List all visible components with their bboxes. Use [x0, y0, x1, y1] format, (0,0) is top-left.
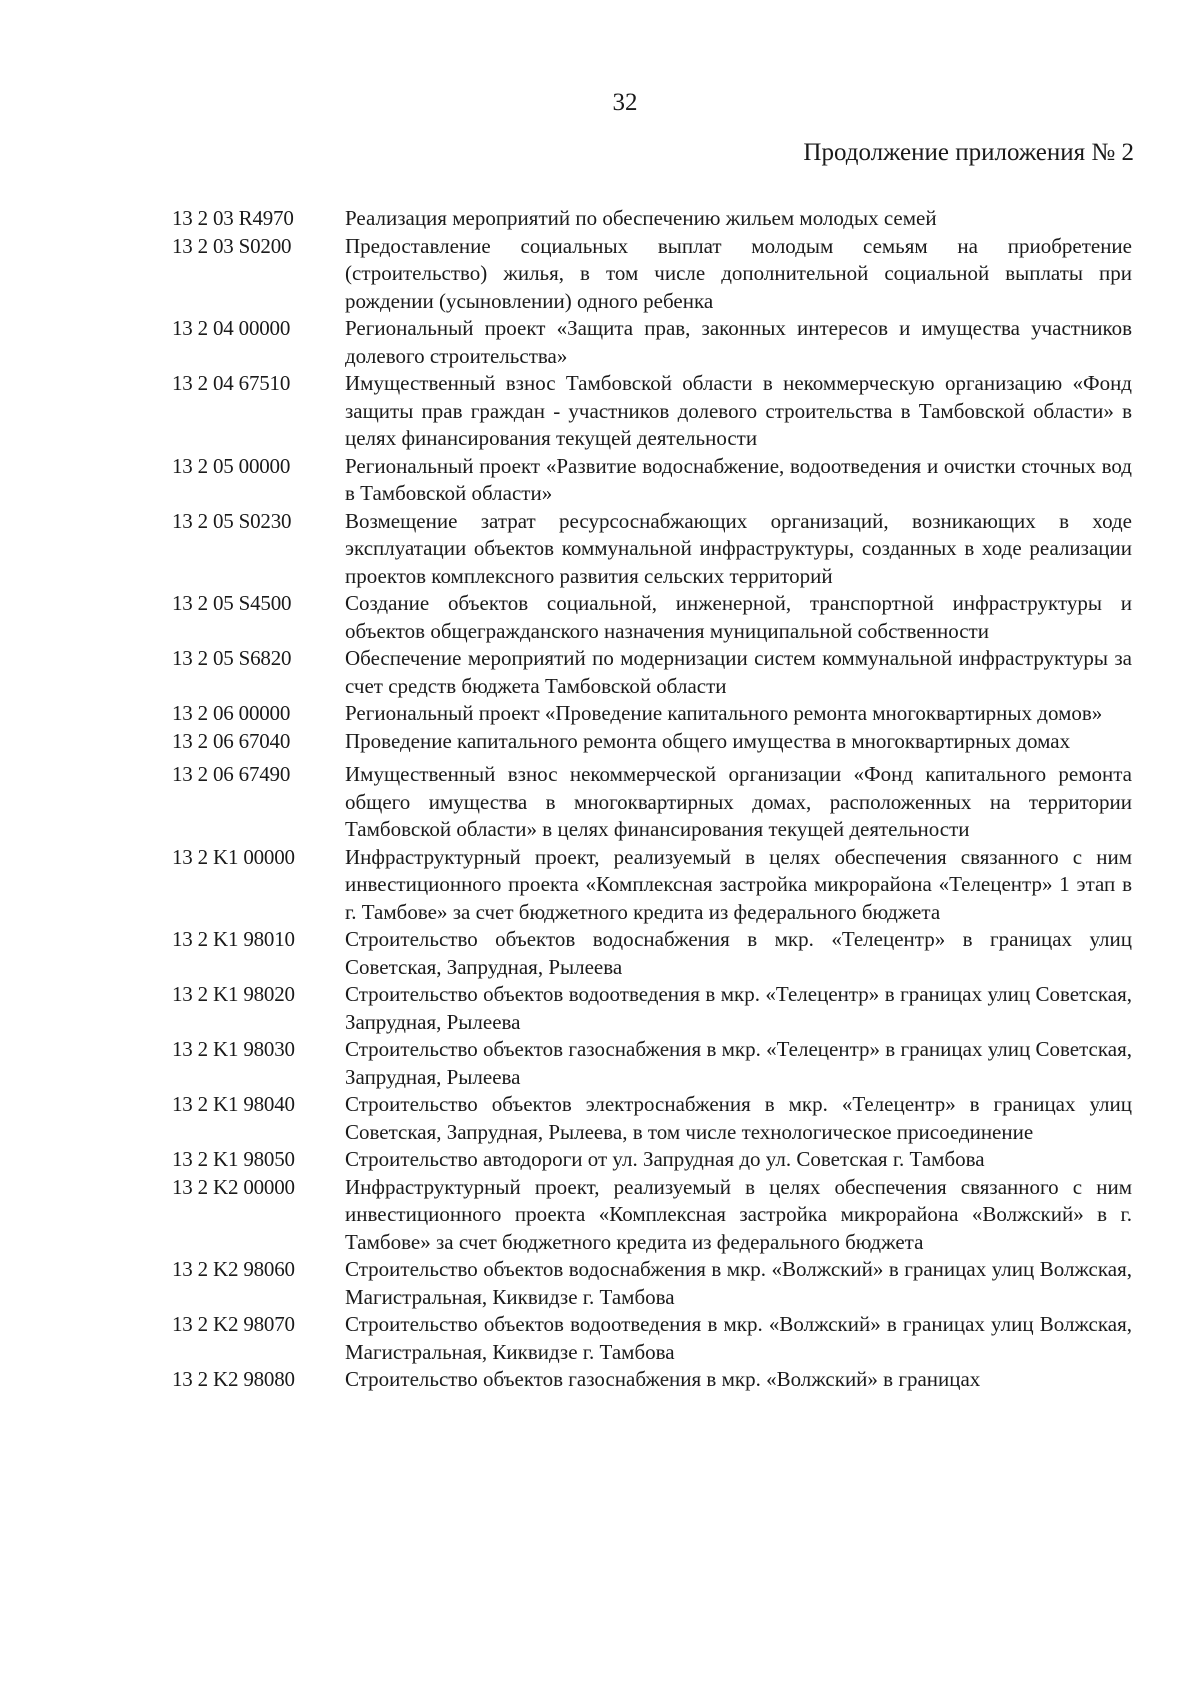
budget-code: 13 2 05 S0230 — [172, 508, 292, 533]
budget-code-list — [0, 205, 1200, 1394]
budget-code: 13 2 06 00000 — [172, 701, 291, 725]
budget-description: Имущественный взнос Тамбовской области в некоммерческую организацию «Фонд защиты прав граждан - участников долевого строительства в Тамбовской области» в целях финансирования текущей деятельности — [345, 371, 1132, 450]
budget-description: Реализация мероприятий по обеспечению жильем молодых семей — [345, 206, 937, 230]
table-row — [0, 508, 1200, 591]
table-row — [0, 205, 1200, 233]
budget-code: 13 2 04 67510 — [172, 371, 291, 395]
budget-description: Строительство объектов газоснабжения в мкр. «Волжский» в границах — [345, 1367, 981, 1391]
budget-description: Возмещение затрат ресурсоснабжающих организаций, возникающих в ходе эксплуатации объектов коммунальной инфраструктуры, созданных в ходе реализации проектов комплексного развития сельских территорий — [345, 508, 1132, 588]
table-row — [0, 1311, 1200, 1366]
budget-description: Региональный проект «Развитие водоснабжение, водоотведения и очистки сточных вод в Тамбовской области» — [345, 453, 1132, 505]
budget-description: Региональный проект «Защита прав, законных интересов и имущества участников долевого строительства» — [345, 316, 1132, 368]
table-row — [0, 590, 1200, 645]
budget-code: 13 2 03 S0200 — [172, 233, 292, 258]
budget-description: Строительство объектов водоснабжения в мкр. «Волжский» в границах улиц Волжская, Магистральная, Киквидзе г. Тамбова — [345, 1257, 1132, 1309]
table-row — [0, 761, 1200, 844]
table-row — [0, 315, 1200, 370]
table-row — [0, 233, 1200, 316]
budget-description: Инфраструктурный проект, реализуемый в целях обеспечения связанного с ним инвестиционного проекта «Комплексная застройка микрорайона «Телецентр» 1 этап в г. Тамбове» за счет бюджетного кредита из федерального бюджета — [345, 844, 1132, 924]
table-row — [0, 1146, 1200, 1174]
table-row — [0, 1366, 1200, 1394]
table-row — [0, 981, 1200, 1036]
table-row — [0, 700, 1200, 728]
page-number: 32 — [612, 89, 638, 116]
budget-code: 13 2 05 S6820 — [172, 646, 292, 670]
budget-code: 13 2 05 S4500 — [172, 591, 292, 615]
budget-code: 13 2 K2 98060 — [172, 1257, 295, 1281]
table-row — [0, 728, 1200, 756]
budget-description: Строительство автодороги от ул. Запрудная до ул. Советская г. Тамбова — [345, 1147, 985, 1171]
table-row — [0, 1091, 1200, 1146]
budget-code: 13 2 04 00000 — [172, 316, 291, 340]
budget-code: 13 2 03 R4970 — [172, 206, 294, 230]
table-row — [0, 645, 1200, 700]
budget-description: Строительство объектов водоотведения в мкр. «Волжский» в границах улиц Волжская, Магистральная, Киквидзе г. Тамбова — [345, 1312, 1132, 1364]
budget-code: 13 2 06 67490 — [172, 762, 291, 786]
budget-code: 13 2 K1 98030 — [172, 1037, 295, 1061]
budget-description: Строительство объектов водоотведения в мкр. «Телецентр» в границах улиц Советская, Запрудная, Рылеева — [345, 982, 1132, 1034]
table-row — [0, 926, 1200, 981]
budget-description: Региональный проект «Проведение капитального ремонта многоквартирных домов» — [345, 701, 1103, 725]
table-row — [0, 1036, 1200, 1091]
budget-description: Проведение капитального ремонта общего имущества в многоквартирных домах — [345, 728, 1071, 753]
table-row — [0, 453, 1200, 508]
budget-code: 13 2 K1 98010 — [172, 927, 295, 951]
table-row — [0, 370, 1200, 453]
table-row — [0, 1256, 1200, 1311]
budget-description: Инфраструктурный проект, реализуемый в целях обеспечения связанного с ним инвестиционного проекта «Комплексная застройка микрорайона «Волжский» в г. Тамбове» за счет бюджетного кредита из федерального бюджета — [345, 1174, 1132, 1254]
budget-code: 13 2 K1 98050 — [172, 1147, 295, 1171]
budget-code: 13 2 K1 98040 — [172, 1092, 295, 1116]
budget-description: Строительство объектов электроснабжения в мкр. «Телецентр» в границах улиц Советская, Запрудная, Рылеева, в том числе технологическое присоединение — [345, 1092, 1132, 1144]
budget-description: Обеспечение мероприятий по модернизации систем коммунальной инфраструктуры за счет средств бюджета Тамбовской области — [345, 646, 1132, 698]
budget-description: Строительство объектов газоснабжения в мкр. «Телецентр» в границах улиц Советская, Запрудная, Рылеева — [345, 1037, 1132, 1089]
budget-code: 13 2 K1 00000 — [172, 844, 295, 869]
budget-code: 13 2 K2 98080 — [172, 1367, 295, 1391]
budget-code: 13 2 06 67040 — [172, 728, 291, 753]
budget-description: Предоставление социальных выплат молодым семьям на приобретение (строительство) жилья, в том числе дополнительной социальной выплаты при рождении (усыновлении) одного ребенка — [345, 233, 1132, 313]
budget-description: Строительство объектов водоснабжения в мкр. «Телецентр» в границах улиц Советская, Запрудная, Рылеева — [345, 927, 1132, 979]
budget-code: 13 2 K2 98070 — [172, 1312, 295, 1336]
table-row — [0, 844, 1200, 927]
budget-description: Создание объектов социальной, инженерной, транспортной инфраструктуры и объектов общегражданского назначения муниципальной собственности — [345, 591, 1132, 643]
table-row — [0, 1174, 1200, 1257]
budget-code: 13 2 K2 00000 — [172, 1174, 295, 1199]
appendix-heading: Продолжение приложения № 2 — [803, 139, 1134, 166]
budget-code: 13 2 05 00000 — [172, 453, 291, 478]
budget-description: Имущественный взнос некоммерческой организации «Фонд капитального ремонта общего имущества в многоквартирных домах, расположенных на территории Тамбовской области» в целях финансирования текущей деятельности — [345, 762, 1132, 841]
budget-code: 13 2 K1 98020 — [172, 982, 295, 1006]
